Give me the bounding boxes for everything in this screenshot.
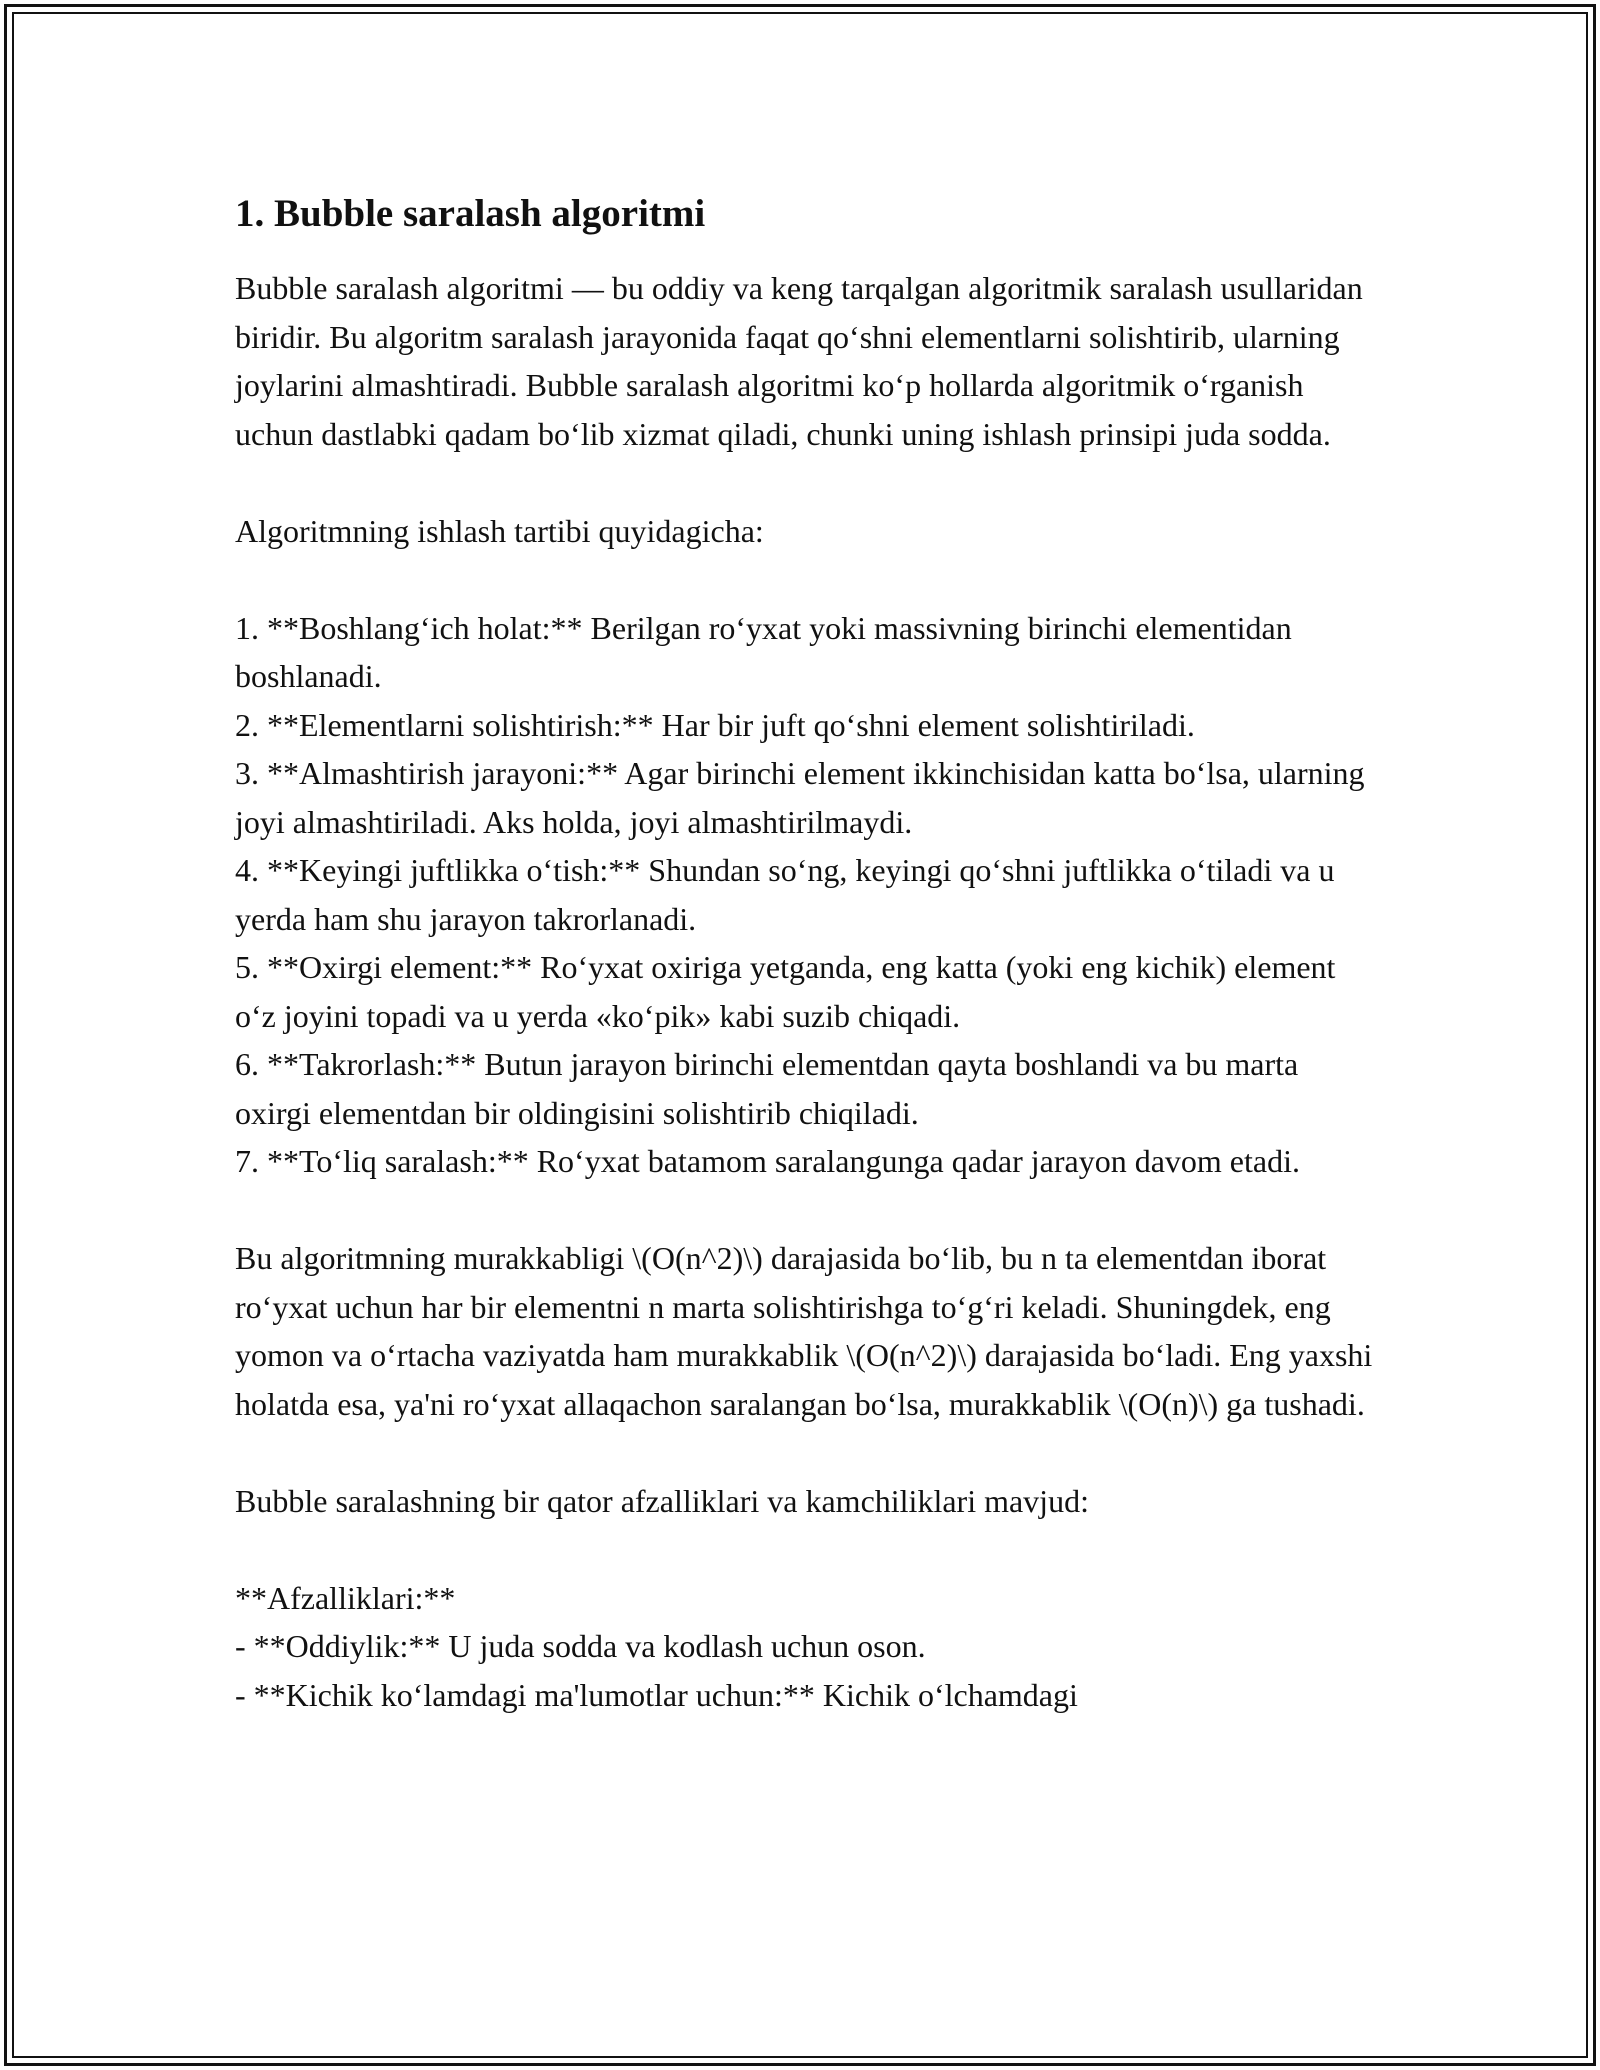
document-title: 1. Bubble saralash algoritmi [235, 192, 706, 235]
intro-paragraph: Bubble saralash algoritmi — bu oddiy va keng tarqalgan algoritmik saralash usullaridan biridir. Bu algoritm saralash jarayonida faqat qo‘shni elementlarni solishtirib, ularning joylarini almashtiradi. Bubble saralash algoritmi ko‘p hollarda algoritmik o‘rganish uchun dastlabki qadam bo‘lib xizmat qiladi, chunki uning ishlash prinsipi juda sodda. [235, 270, 1371, 452]
spacer [235, 1186, 1375, 1235]
step-item: 6. **Takrorlash:** Butun jarayon birinchi elementdan qayta boshlandi va bu marta oxirgi elementdan bir oldingisini solishtirib chiqiladi. [235, 1046, 1307, 1131]
pros-cons-intro: Bubble saralashning bir qator afzalliklari va kamchiliklari mavjud: [235, 1482, 1089, 1519]
spacer [235, 1525, 1375, 1574]
step-item: 3. **Almashtirish jarayoni:** Agar birinchi element ikkinchisidan katta bo‘lsa, ularning joyi almashtiriladi. Aks holda, joyi almashtirilmaydi. [235, 755, 1373, 840]
document-body [235, 190, 1381, 1719]
spacer [235, 555, 1375, 604]
complexity-paragraph: Bu algoritmning murakkabligi \(O(n^2)\) darajasida bo‘lib, bu n ta elementdan iborat ro‘yxat uchun har bir elementni n marta solishtirishga to‘g‘ri keladi. Shuningdek, eng yomon va o‘rtacha vaziyatda ham murakkablik \(O(n^2)\) darajasida bo‘ladi. Eng yaxshi holatda esa, ya'ni ro‘yxat allaqachon saralangan bo‘lsa, murakkablik \(O(n)\) ga tushadi. [235, 1240, 1381, 1422]
step-item: 7. **To‘liq saralash:** Ro‘yxat batamom saralangunga qadar jarayon davom etadi. [235, 1143, 1300, 1179]
steps-intro: Algoritmning ishlash tartibi quyidagicha: [235, 512, 764, 549]
spacer [235, 458, 1375, 507]
step-item: 5. **Oxirgi element:** Ro‘yxat oxiriga yetganda, eng katta (yoki eng kichik) element o‘z joyini topadi va u yerda «ko‘pik» kabi suzib chiqadi. [235, 949, 1344, 1034]
steps-list [235, 604, 1375, 1186]
advantages-heading: **Afzalliklari:** [235, 1579, 456, 1616]
step-item: 4. **Keyingi juftlikka o‘tish:** Shundan so‘ng, keyingi qo‘shni juftlikka o‘tiladi va u yerda ham shu jarayon takrorlanadi. [235, 852, 1343, 937]
spacer [235, 1428, 1375, 1477]
advantage-item: - **Oddiylik:** U juda sodda va kodlash uchun oson. [235, 1628, 926, 1664]
step-item: 2. **Elementlarni solishtirish:** Har bir juft qo‘shni element solishtiriladi. [235, 706, 1195, 743]
advantage-item: - **Kichik ko‘lamdagi ma'lumotlar uchun:** Kichik o‘lchamdagi [235, 1676, 1078, 1713]
step-item: 1. **Boshlang‘ich holat:** Berilgan ro‘yxat yoki massivning birinchi elementidan boshlanadi. [235, 609, 1300, 694]
advantages-list [235, 1622, 1375, 1719]
